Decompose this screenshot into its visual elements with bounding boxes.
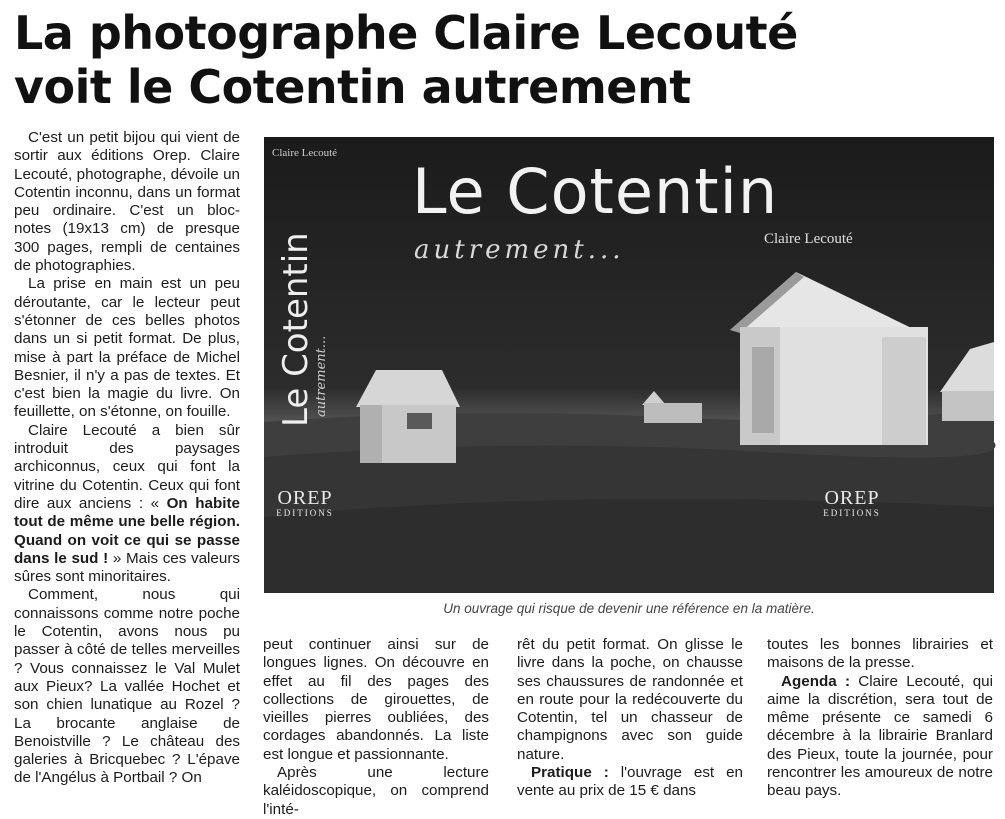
logo-name: OREP [277, 487, 333, 509]
paragraph: Après une lecture kaléidoscopique, on comprend l'inté- [263, 764, 489, 818]
cover-author: Claire Lecouté [764, 231, 853, 247]
label-bold: Agenda : [781, 672, 851, 690]
paragraph: peut continuer ainsi sur de longues lignes. On découvre en effet au fil des pages des collections de girouettes, de vieilles pierres oubliées, des cordages abandonnés. La liste est longue et passionnante. [263, 636, 489, 763]
paragraph: C'est un petit bijou qui vient de sortir aux éditions Orep. Claire Lecouté, photographe, dévoile un Cotentin inconnu, dans un format peu ordinaire. C'est un bloc-notes (19x13 cm) de presque 300 pages, rempli de centaines de photographies. [14, 129, 240, 275]
paragraph-text: l'ouvrage est en vente au prix de 15 € dans [517, 764, 743, 800]
label-bold: Pratique : [531, 764, 609, 782]
cover-subtitle-script: autrement... [414, 235, 625, 265]
headline-line-2: voit le Cotentin autrement [14, 60, 691, 114]
paragraph [767, 673, 993, 801]
cover-author-small: Claire Lecouté [272, 147, 338, 159]
text-column-3 [517, 636, 743, 801]
spine-subtitle [314, 277, 334, 427]
spine-title [276, 217, 316, 437]
logo-name: OREP [824, 487, 880, 509]
book-cover-photo [264, 137, 994, 593]
paragraph-text: Claire Lecouté a bien sûr introduit des paysages archiconnus, ceux qui font la vitrine du Cotentin. Ceux qui font dire aux anciens : « [14, 421, 240, 512]
logo-subtext: EDITIONS [823, 508, 881, 518]
paragraph: rêt du petit format. On glisse le livre dans la poche, on chausse ses chaussures de randonnée et en route pour la redécouverte du Cotentin, tel un chasseur de champignons avec son guide nature. [517, 636, 743, 763]
paragraph-text: Claire Lecouté, qui aime la discrétion, sera tout de même présente ce samedi 6 décembre à la librairie Branlard des Pieux, toute la journée, pour rencontrer les amoureux de notre beau pays. [767, 672, 993, 800]
cover-title: Le Cotentin [412, 155, 779, 228]
paragraph: La prise en main est un peu déroutante, car le lecteur peut s'étonner de ces belles photos dans un si petit format. De plus, mise à part la préface de Michel Besnier, il n'y a pas de textes. Et c'est bien la magie du livre. On feuillette, on s'étonne, on fouille. [14, 275, 240, 421]
paragraph [517, 764, 743, 801]
logo-subtext: EDITIONS [276, 508, 334, 518]
article-headline [14, 6, 994, 114]
paragraph [14, 422, 240, 587]
publisher-logo-cover [812, 487, 892, 518]
text-column-1 [14, 129, 240, 799]
publisher-logo-spine [270, 487, 340, 518]
paragraph: Comment, nous qui connaissons comme notre poche le Cotentin, avons nous pu passer à côté de telles merveilles ? Vous connaissez le Val Mulet aux Pieux? La vallée Hochet et son chien lunatique au Rozel ? La brocante anglaise de Benoistville ? Le château des galeries à Bricquebec ? L'épave de l'Angélus à Portbail ? On [14, 586, 240, 787]
headline-line-1: La photographe Claire Lecouté [14, 6, 798, 60]
paragraph-text: » Mais ces valeurs sûres sont minoritaires. [14, 549, 240, 586]
paragraph: toutes les bonnes librairies et maisons de la presse. [767, 636, 993, 672]
quote-bold: On habite tout de même une belle région. Quand on voit ce qui se passe dans le sud ! [14, 494, 240, 567]
text-column-4 [767, 636, 993, 801]
spine-subtitle-text: autrement... [314, 335, 329, 417]
spine-title-text: Le Cotentin [276, 232, 316, 427]
photo-caption: Un ouvrage qui risque de devenir une référence en la matière. [443, 601, 815, 616]
text-column-2 [263, 636, 489, 818]
